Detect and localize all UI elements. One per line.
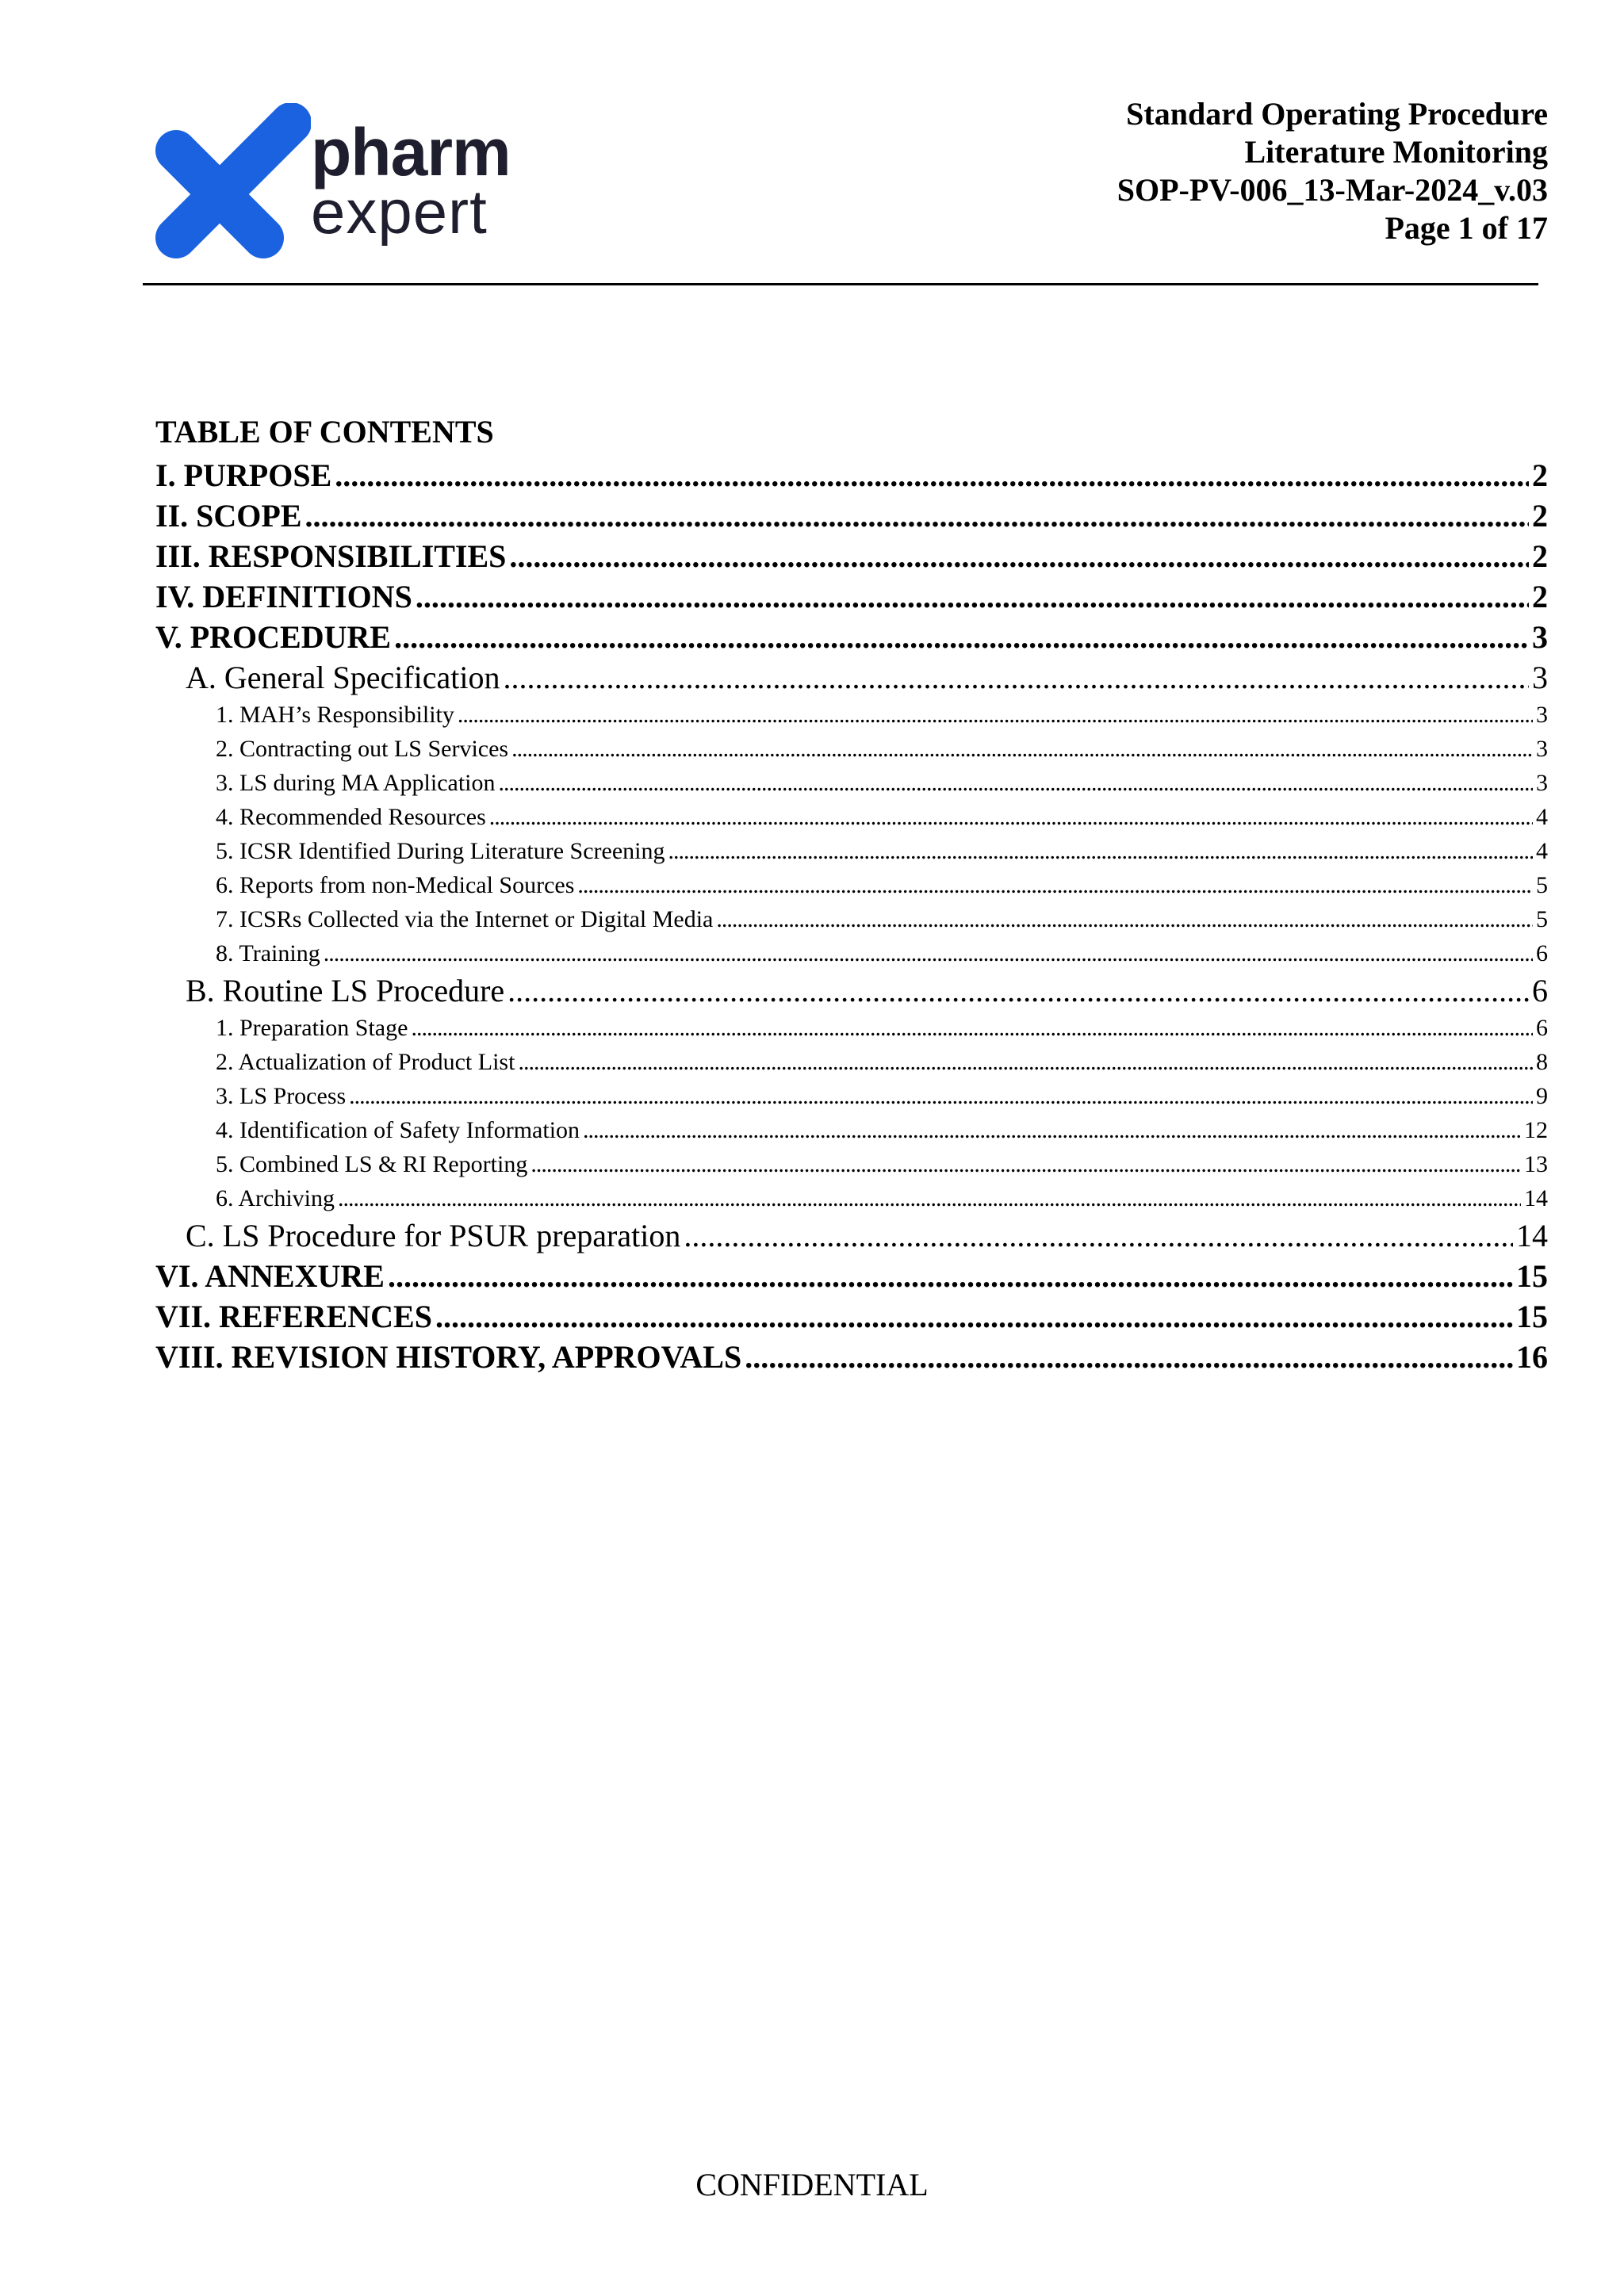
toc-entry-page: 2 bbox=[1532, 579, 1548, 614]
toc-entry-page: 2 bbox=[1532, 498, 1548, 534]
toc-leader-dots bbox=[411, 1011, 1533, 1045]
toc-entry-label: 4. Recommended Resources bbox=[216, 804, 486, 830]
toc-entry-page: 3 bbox=[1532, 660, 1548, 695]
pharm-expert-cross-mark bbox=[152, 103, 311, 262]
toc-leader-dots bbox=[435, 1296, 1513, 1337]
toc-entry-label: 3. LS during MA Application bbox=[216, 770, 496, 796]
toc-leader-dots bbox=[577, 868, 1533, 902]
toc-leader-dots bbox=[305, 496, 1530, 536]
toc-entry-label: IV. DEFINITIONS bbox=[155, 579, 412, 614]
toc-entry-label: 6. Archiving bbox=[216, 1185, 335, 1211]
toc-entry-page: 14 bbox=[1524, 1185, 1548, 1211]
toc-entry-annexure[interactable] bbox=[155, 1256, 1548, 1296]
toc-entry-page: 6 bbox=[1536, 940, 1548, 966]
toc-entry-label: 6. Reports from non-Medical Sources bbox=[216, 872, 575, 898]
toc-entry-label: 8. Training bbox=[216, 940, 320, 966]
toc-entry-page: 4 bbox=[1536, 838, 1548, 864]
logo-text-expert: expert bbox=[311, 177, 488, 247]
toc-entry-page: 3 bbox=[1536, 770, 1548, 796]
toc-leader-dots bbox=[530, 1147, 1521, 1181]
toc-entry-page: 3 bbox=[1536, 702, 1548, 728]
toc-entry-page: 3 bbox=[1536, 736, 1548, 762]
toc-leader-dots bbox=[349, 1079, 1533, 1113]
toc-entry-page: 4 bbox=[1536, 804, 1548, 830]
toc-entry-label: 5. ICSR Identified During Literature Screening bbox=[216, 838, 665, 864]
toc-leader-dots bbox=[509, 536, 1529, 576]
company-logo bbox=[152, 103, 565, 262]
toc-entry-responsibilities[interactable] bbox=[155, 536, 1548, 576]
toc-leader-dots bbox=[338, 1181, 1521, 1215]
toc-entry-definitions[interactable] bbox=[155, 576, 1548, 617]
toc-entry-page: 13 bbox=[1524, 1151, 1548, 1177]
toc-entry-label: A. General Specification bbox=[186, 660, 500, 695]
toc-leader-dots bbox=[716, 902, 1533, 936]
toc-entry-label: III. RESPONSIBILITIES bbox=[155, 538, 507, 574]
toc-entry-page: 5 bbox=[1536, 872, 1548, 898]
toc-entry-revision-history[interactable] bbox=[155, 1337, 1548, 1377]
toc-leader-dots bbox=[394, 617, 1529, 657]
toc-leader-dots bbox=[458, 698, 1533, 732]
logo-text-pharm: pharm bbox=[311, 115, 511, 189]
toc-entry-procedure[interactable] bbox=[155, 617, 1548, 657]
toc-entry-mah-responsibility[interactable] bbox=[155, 698, 1548, 732]
toc-entry-page: 8 bbox=[1536, 1049, 1548, 1075]
toc-entry-page: 3 bbox=[1532, 619, 1548, 655]
toc-entry-page: 6 bbox=[1532, 973, 1548, 1008]
toc-entry-page: 15 bbox=[1516, 1299, 1548, 1334]
toc-entry-training[interactable] bbox=[155, 936, 1548, 970]
logo-wordmark bbox=[311, 115, 511, 247]
toc-entry-page: 12 bbox=[1524, 1117, 1548, 1143]
toc-entry-recommended-resources[interactable] bbox=[155, 800, 1548, 834]
toc-leader-dots bbox=[518, 1045, 1533, 1079]
toc-entry-label: V. PROCEDURE bbox=[155, 619, 392, 655]
toc-leader-dots bbox=[416, 576, 1529, 617]
toc-entry-psur-procedure[interactable] bbox=[155, 1215, 1548, 1256]
toc-entry-label: VI. ANNEXURE bbox=[155, 1258, 385, 1294]
toc-entry-label: 1. MAH’s Responsibility bbox=[216, 702, 454, 728]
toc-entry-icsr-identified[interactable] bbox=[155, 834, 1548, 868]
header-divider bbox=[143, 283, 1538, 285]
toc-entry-ls-process[interactable] bbox=[155, 1079, 1548, 1113]
toc-entry-routine-ls-procedure[interactable] bbox=[155, 970, 1548, 1011]
toc-leader-dots bbox=[388, 1256, 1513, 1296]
toc-entry-page: 2 bbox=[1532, 457, 1548, 493]
toc-leader-dots bbox=[499, 766, 1534, 800]
toc-entry-page: 2 bbox=[1532, 538, 1548, 574]
toc-leader-dots bbox=[335, 455, 1529, 496]
toc-entry-label: B. Routine LS Procedure bbox=[186, 973, 505, 1008]
document-title: Literature Monitoring bbox=[1244, 134, 1548, 170]
toc-entry-label: 5. Combined LS & RI Reporting bbox=[216, 1151, 528, 1177]
toc-entry-label: II. SCOPE bbox=[155, 498, 302, 534]
toc-entry-page: 6 bbox=[1536, 1015, 1548, 1041]
toc-entry-references[interactable] bbox=[155, 1296, 1548, 1337]
toc-entry-label: 3. LS Process bbox=[216, 1083, 347, 1109]
toc-entry-label: I. PURPOSE bbox=[155, 457, 332, 493]
toc-entry-general-specification[interactable] bbox=[155, 657, 1548, 698]
toc-entry-label: 7. ICSRs Collected via the Internet or Digital Media bbox=[216, 906, 714, 932]
toc-leader-dots bbox=[745, 1337, 1513, 1377]
toc-entry-contracting-out[interactable] bbox=[155, 732, 1548, 766]
footer-confidential: CONFIDENTIAL bbox=[695, 2167, 929, 2202]
toc-entry-page: 16 bbox=[1516, 1339, 1548, 1375]
toc-leader-dots bbox=[511, 732, 1533, 766]
toc-entry-product-list[interactable] bbox=[155, 1045, 1548, 1079]
table-of-contents bbox=[155, 412, 1548, 1377]
toc-leader-dots bbox=[508, 970, 1529, 1011]
toc-leader-dots bbox=[504, 657, 1529, 698]
toc-entry-scope[interactable] bbox=[155, 496, 1548, 536]
document-header-info bbox=[1117, 95, 1548, 247]
toc-entry-label: 2. Actualization of Product List bbox=[216, 1049, 515, 1075]
toc-leader-dots bbox=[668, 834, 1533, 868]
toc-entry-archiving[interactable] bbox=[155, 1181, 1548, 1215]
toc-entry-page: 5 bbox=[1536, 906, 1548, 932]
toc-leader-dots bbox=[684, 1215, 1513, 1256]
toc-entry-non-medical-sources[interactable] bbox=[155, 868, 1548, 902]
toc-title: TABLE OF CONTENTS bbox=[155, 414, 494, 450]
toc-entry-label: 4. Identification of Safety Information bbox=[216, 1117, 580, 1143]
toc-entry-page: 15 bbox=[1516, 1258, 1548, 1294]
toc-leader-dots bbox=[583, 1113, 1521, 1147]
document-type: Standard Operating Procedure bbox=[1126, 96, 1548, 132]
toc-leader-dots bbox=[324, 936, 1533, 970]
toc-entry-purpose[interactable] bbox=[155, 455, 1548, 496]
toc-leader-dots bbox=[489, 800, 1533, 834]
toc-entry-label: C. LS Procedure for PSUR preparation bbox=[186, 1218, 681, 1253]
toc-entry-icsrs-internet[interactable] bbox=[155, 902, 1548, 936]
toc-entry-ls-during-ma[interactable] bbox=[155, 766, 1548, 800]
page-number: Page 1 of 17 bbox=[1385, 210, 1548, 246]
document-code: SOP-PV-006_13-Mar-2024_v.03 bbox=[1116, 172, 1548, 208]
toc-entry-page: 14 bbox=[1516, 1218, 1548, 1253]
toc-entry-label: VIII. REVISION HISTORY, APPROVALS bbox=[155, 1339, 742, 1375]
toc-entry-safety-information[interactable] bbox=[155, 1113, 1548, 1147]
toc-entry-page: 9 bbox=[1536, 1083, 1548, 1109]
toc-entry-label: 1. Preparation Stage bbox=[216, 1015, 408, 1041]
toc-entry-label: 2. Contracting out LS Services bbox=[216, 736, 509, 762]
toc-entry-label: VII. REFERENCES bbox=[155, 1299, 432, 1334]
toc-entry-preparation-stage[interactable] bbox=[155, 1011, 1548, 1045]
toc-entry-combined-reporting[interactable] bbox=[155, 1147, 1548, 1181]
